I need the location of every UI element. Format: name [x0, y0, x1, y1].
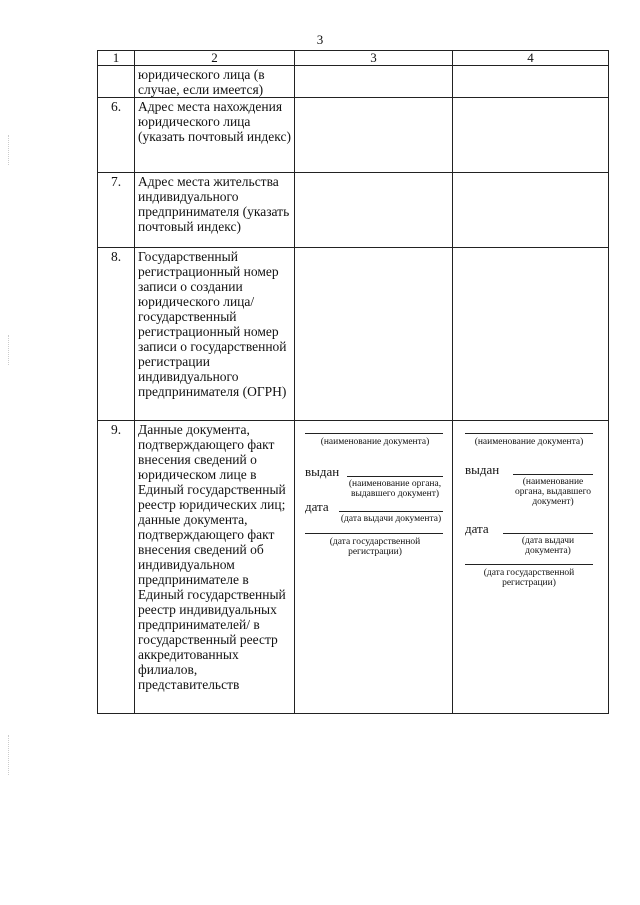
issue-date-caption: (дата выдачи документа) — [340, 514, 442, 524]
row-number: 9. — [98, 421, 135, 714]
scan-edge-mark — [8, 735, 9, 775]
row-number: 8. — [98, 248, 135, 421]
issuer-line — [347, 476, 443, 477]
table-row — [98, 98, 609, 173]
row-number — [98, 66, 135, 98]
value-cell — [453, 248, 609, 421]
value-cell — [453, 98, 609, 173]
date-label: дата — [465, 521, 489, 536]
reg-date-line — [465, 564, 593, 565]
row-number: 6. — [98, 98, 135, 173]
row-label: юридического лица (в случае, если имеется) — [135, 66, 295, 98]
issuer-caption: (наименование органа, выдавшего документ) — [514, 477, 591, 507]
row-label: Адрес места жительства индивидуального предпринимателя (указать почтовый индекс) — [135, 173, 295, 248]
scan-edge-mark — [8, 135, 9, 165]
table-row — [98, 248, 609, 421]
issued-label: выдан — [305, 464, 340, 479]
scan-edge-mark — [8, 335, 9, 365]
header-cell-2: 2 — [135, 51, 295, 66]
document-fields-col4 — [453, 421, 609, 714]
value-cell — [453, 173, 609, 248]
header-cell-1: 1 — [98, 51, 135, 66]
value-cell — [295, 248, 453, 421]
reg-date-caption: (дата государственной регистрации) — [483, 568, 575, 588]
row-label: Данные документа, подтверждающего факт внесения сведений о юридическом лице в Единый государственный реестр юридических лиц; данные документа, подтверждающего факт внесения сведений об индивидуальном предпринимателе в Единый государственный реестр индивидуальных предпринимателей/ в государственный реестр аккредитованных филиалов, представительств — [135, 421, 295, 714]
value-cell — [295, 98, 453, 173]
issued-label: выдан — [465, 462, 500, 477]
date-label: дата — [305, 499, 329, 514]
table-row — [98, 173, 609, 248]
row-label: Государственный регистрационный номер записи о создании юридического лица/государственный регистрационный номер записи о государственной регистрации индивидуального предпринимателя (ОГРН) — [135, 248, 295, 421]
reg-date-line — [305, 533, 443, 534]
row-number: 7. — [98, 173, 135, 248]
issuer-line — [513, 474, 593, 475]
reg-date-caption: (дата государственной регистрации) — [329, 537, 421, 557]
value-cell — [295, 66, 453, 98]
doc-name-line — [305, 433, 443, 434]
table-row — [98, 66, 609, 98]
header-cell-4: 4 — [453, 51, 609, 66]
issuer-caption: (наименование органа, выдавшего документ) — [348, 479, 442, 499]
doc-name-caption: (наименование документа) — [320, 437, 430, 447]
header-row — [98, 51, 609, 66]
header-cell-3: 3 — [295, 51, 453, 66]
doc-name-line — [465, 433, 593, 434]
value-cell — [295, 173, 453, 248]
page-number: 3 — [316, 32, 324, 47]
issue-date-line — [339, 511, 443, 512]
issue-date-caption: (дата выдачи документа) — [521, 536, 575, 556]
value-cell — [453, 66, 609, 98]
table-row — [98, 421, 609, 714]
document-fields-col3 — [295, 421, 453, 714]
form-table — [97, 50, 609, 714]
row-label: Адрес места нахождения юридического лица (указать почтовый индекс) — [135, 98, 295, 173]
issue-date-line — [503, 533, 593, 534]
doc-name-caption: (наименование документа) — [474, 437, 584, 447]
